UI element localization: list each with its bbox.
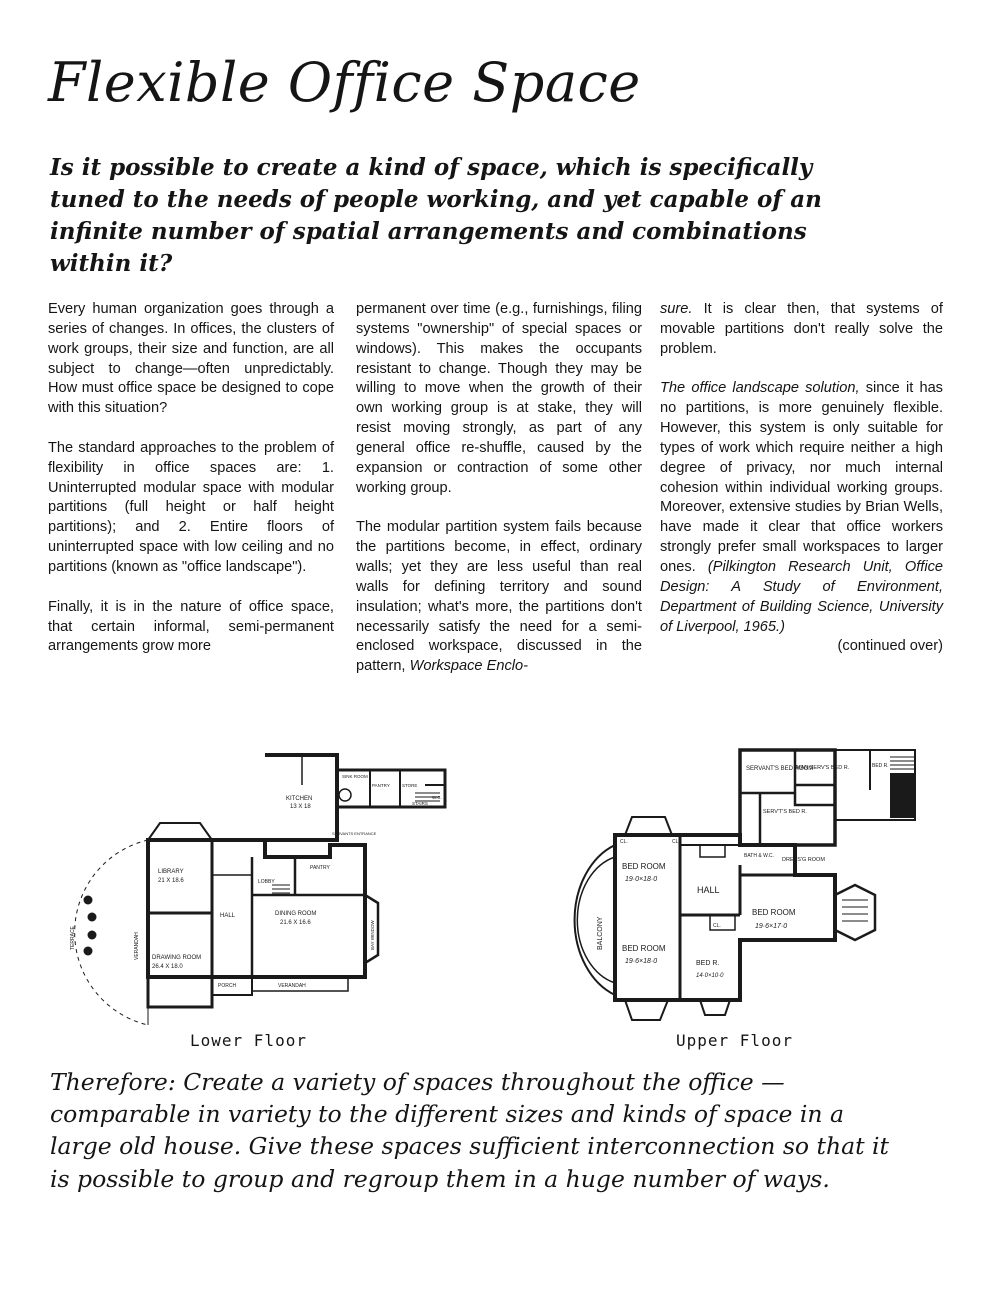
paragraph [660,300,943,360]
page-title: Flexible Office Space [48,51,641,114]
room-label: BED ROOM [622,862,666,871]
room-label: HALL [697,885,720,895]
text-column-3 [660,300,943,657]
lower-floor-plan [40,745,460,1035]
room-label: BALCONY [597,916,604,950]
citation: (Pilkington Research Unit, Office Design: A Study of Environment, Department of Building Science, University of Liverpool, 1965.) [660,558,943,635]
room-label: SERV'T'S BED R. [763,809,807,815]
room-label: PANTRY [310,865,330,871]
room-label: VERANDAH [278,983,306,989]
room-label: W.C. [432,795,442,800]
paragraph: Every human organization goes through a series of changes. In offices, the clusters of work groups, their size and function, are all subject to change—often unpredictably. How must office space be designed to cope with this situation? [48,301,334,417]
room-label: HALL [220,913,236,919]
room-label: LOBBY [258,879,275,885]
room-label: VERANDAH [134,932,140,960]
pattern-reference: sure. [660,301,693,317]
room-label: TERRACE [70,926,76,950]
room-label: SINK ROOM [342,774,368,779]
room-label: MAN SERV'S BED R. [796,765,850,771]
room-label: PORCH [218,983,237,989]
room-label: BED R. [872,763,889,769]
room-label: SERVANTS ENTRANCE [332,831,377,836]
paragraph: Finally, it is in the nature of office space, that certain informal, semi-permanent arrangements grow more [48,598,334,655]
room-dimension: 21.6 X 16.6 [280,920,311,926]
emphasis: The office landscape solution, [660,380,860,397]
figure-caption: Upper Floor [676,1031,793,1050]
room-dimension: 13 X 18 [290,804,311,810]
problem-statement: Is it possible to create a kind of space, which is specifically tuned to the needs of people working, and yet capable of an infinite number of spatial arrangements and combinations within it? [50,154,822,277]
room-label: SERVANT'S BED ROOM [746,766,814,772]
room-label: PANTRY [372,783,390,788]
room-dimension: 19·6×17·0 [755,923,788,930]
room-dimension: 21 X 18.6 [158,878,184,884]
text-column-2 [356,300,642,677]
figure-caption: Lower Floor [190,1031,307,1050]
text-column-1 [48,300,334,657]
room-label: BAY WINDOW [370,920,375,950]
room-label: BATH & W.C. [744,853,774,859]
room-label: BED ROOM [622,944,666,953]
room-dimension: 19·0×18·0 [625,876,658,883]
paragraph [660,379,943,657]
room-label: KITCHEN [286,796,313,802]
room-label: STAIRS [412,801,428,806]
room-label: BED R. [696,960,720,967]
room-dimension: 14·0×10·0 [696,973,724,979]
room-label: DRESS'G ROOM [782,857,825,863]
continued-note: (continued over) [837,638,943,655]
room-label: LIBRARY [158,869,184,875]
upper-floor-plan [560,745,930,1035]
room-label: CL. [620,839,628,845]
paragraph: permanent over time (e.g., furnishings, filing systems "ownership" of special spaces or windows). This makes the occupants resistant to change. Though they may be willing to move when the growth of their own working group is at stake, they will resist moving strongly, as part of any general office re-shuffle, caused by the expansion or contraction of some other working group. [356,301,642,496]
room-label: STORE [402,783,418,788]
room-dimension: 26.4 X 18.0 [152,964,183,970]
pattern-reference: Workspace Enclo- [409,658,528,675]
solution-statement: Therefore: Create a variety of spaces throughout the office — comparable in variety to the different sizes and kinds of space in a large old house. Give these spaces sufficient interconnection so that it is possible to group and regroup them in a huge number of ways. [50,1068,889,1193]
room-dimension: 19·6×18·0 [625,958,658,965]
room-label: DRAWING ROOM [152,955,202,961]
paragraph-text: since it has no partitions, is more genuinely flexible. However, this system is only suitable for types of work which require neither a high degree of privacy, nor much internal cohesion within individual working groups. Moreover, extensive studies by Brian Wells, have made it clear that office workers strongly prefer small workspaces to larger ones. [660,380,943,575]
paragraph: The standard approaches to the problem of flexibility in office spaces are: 1. Uninterrupted modular space with modular partitions (full height or half height partitions); and 2. Entire floors of uninterrupted space with low ceiling and no partitions (known as "office landscape"). [48,439,334,575]
room-label: DINING ROOM [275,911,317,917]
paragraph-text: It is clear then, that systems of movable partitions don't really solve the problem. [660,301,943,357]
paragraph [356,518,642,677]
room-label: CL. [713,923,721,929]
room-label: BED ROOM [752,908,796,917]
paragraph-text: The modular partition system fails because the partitions become, in effect, ordinary walls; yet they are less useful than real walls for defining territory and sound insulation; what's more, the partitions don't necessarily satisfy the need for a semi-enclosed workspace, discussed in the pattern, [356,519,642,675]
room-label: CL. [672,839,680,845]
